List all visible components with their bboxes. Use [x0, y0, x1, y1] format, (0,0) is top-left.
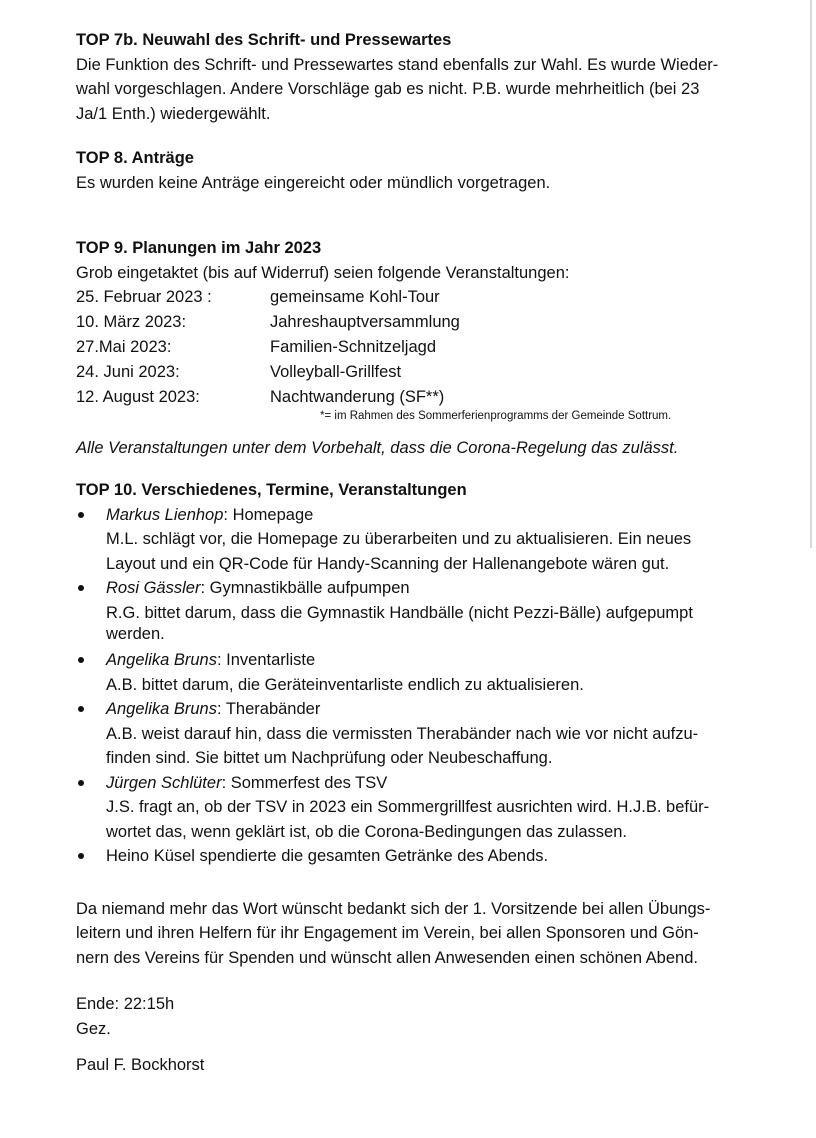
section-top10: [76, 478, 756, 869]
schedule-event: Volleyball-Grillfest: [270, 363, 402, 381]
section-closing: [76, 897, 756, 1078]
section-top9: [76, 236, 756, 460]
schedule-table: [76, 285, 756, 410]
schedule-date: 25. Februar 2023 :: [76, 288, 212, 306]
schedule-row: [76, 335, 756, 360]
person-name: Markus Lienhop: [106, 505, 224, 524]
section-top8: [76, 146, 756, 195]
list-item: [76, 503, 756, 577]
section-top7b: [76, 28, 756, 126]
signature-name: Paul F. Bockhorst: [76, 1056, 205, 1074]
person-name: Angelika Bruns: [106, 651, 217, 669]
list-item: [76, 576, 756, 643]
list-item: [76, 648, 756, 697]
item-text: wortet das, wenn geklärt ist, ob die Corona-Bedingungen das zulassen.: [106, 822, 627, 841]
item-topic: : Sommerfest des TSV: [221, 773, 388, 792]
paragraph-line: Ja/1 Enth.) wiedergewählt.: [76, 104, 271, 123]
bullet-icon: [78, 780, 84, 786]
paragraph-line: leitern und ihren Helfern für ihr Engagement im Verein, bei allen Sponsoren und Gön-: [76, 924, 699, 942]
item-topic: : Inventarliste: [216, 651, 316, 669]
schedule-date: 12. August 2023:: [76, 388, 200, 406]
item-text: J.S. fragt an, ob der TSV in 2023 ein Sommergrillfest ausrichten wird. H.J.B. befür-: [106, 798, 710, 816]
person-name: Angelika Bruns: [106, 700, 217, 718]
section-heading: TOP 7b. Neuwahl des Schrift- und Pressewartes: [76, 31, 452, 49]
bullet-icon: [78, 706, 84, 712]
paragraph-line: Die Funktion des Schrift- und Pressewartes stand ebenfalls zur Wahl. Es wurde Wieder-: [76, 55, 719, 74]
item-text: A.B. bittet darum, die Geräteinventarliste endlich zu aktualisieren.: [106, 675, 584, 694]
schedule-row: [76, 360, 756, 385]
document-body: [76, 28, 756, 1078]
list-item: [76, 771, 756, 845]
schedule-row: [76, 310, 756, 335]
item-text: M.L. schlägt vor, die Homepage zu überarbeiten und zu aktualisieren. Ein neues: [106, 530, 692, 548]
item-text: Layout und ein QR-Code für Handy-Scanning der Hallenangebote wären gut.: [106, 554, 670, 573]
section-heading: TOP 9. Planungen im Jahr 2023: [76, 239, 322, 257]
schedule-event: Jahreshauptversammlung: [270, 313, 460, 331]
item-text: finden sind. Sie bittet um Nachprüfung oder Neubeschaffung.: [106, 749, 553, 767]
item-topic: : Gymnastikbälle aufpumpen: [200, 579, 410, 597]
paragraph-line: Es wurden keine Anträge eingereicht oder mündlich vorgetragen.: [76, 173, 551, 192]
bullet-list: [76, 503, 756, 869]
schedule-row: [76, 285, 756, 310]
list-item: [76, 697, 756, 771]
signed-label: Gez.: [76, 1019, 111, 1038]
item-text: A.B. weist darauf hin, dass die vermissten Therabänder nach wie vor nicht aufzu-: [106, 724, 699, 743]
section-heading: TOP 8. Anträge: [76, 149, 194, 167]
schedule-row: [76, 385, 756, 410]
schedule-note: Alle Veranstaltungen unter dem Vorbehalt, dass die Corona-Regelung das zulässt.: [76, 438, 679, 457]
item-text: Heino Küsel spendierte die gesamten Getränke des Abends.: [106, 847, 549, 865]
item-text: R.G. bittet darum, dass die Gymnastik Handbälle (nicht Pezzi-Bälle) aufgepumpt: [106, 603, 693, 622]
schedule-event: Familien-Schnitzeljagd: [270, 338, 436, 356]
schedule-event: gemeinsame Kohl-Tour: [270, 288, 440, 306]
schedule-date: 24. Juni 2023:: [76, 363, 180, 381]
bullet-icon: [78, 853, 84, 859]
person-name: Rosi Gässler: [106, 579, 201, 597]
schedule-date: 10. März 2023:: [76, 313, 187, 331]
bullet-icon: [78, 657, 84, 663]
end-time: Ende: 22:15h: [76, 995, 175, 1013]
page-edge-divider: [810, 0, 812, 548]
footnote: *= im Rahmen des Sommerferienprogramms der Gemeinde Sottrum.: [320, 410, 672, 422]
item-topic: : Homepage: [223, 505, 314, 524]
paragraph-line: nern des Vereins für Spenden und wünscht allen Anwesenden einen schönen Abend.: [76, 948, 698, 967]
section-heading: TOP 10. Verschiedenes, Termine, Veranstaltungen: [76, 481, 467, 499]
item-text: werden.: [106, 625, 165, 643]
paragraph-line: wahl vorgeschlagen. Andere Vorschläge gab es nicht. P.B. wurde mehrheitlich (bei 23: [76, 80, 700, 98]
schedule-date: 27.Mai 2023:: [76, 338, 172, 356]
schedule-event: Nachtwanderung (SF**): [270, 388, 445, 406]
schedule-intro: Grob eingetaktet (bis auf Widerruf) seien folgende Veranstaltungen:: [76, 263, 570, 282]
paragraph-line: Da niemand mehr das Wort wünscht bedankt sich der 1. Vorsitzende bei allen Übungs-: [76, 899, 711, 918]
list-item: [76, 844, 756, 869]
bullet-icon: [78, 585, 84, 591]
bullet-icon: [78, 512, 84, 518]
item-topic: : Therabänder: [216, 700, 321, 718]
person-name: Jürgen Schlüter: [106, 773, 222, 792]
